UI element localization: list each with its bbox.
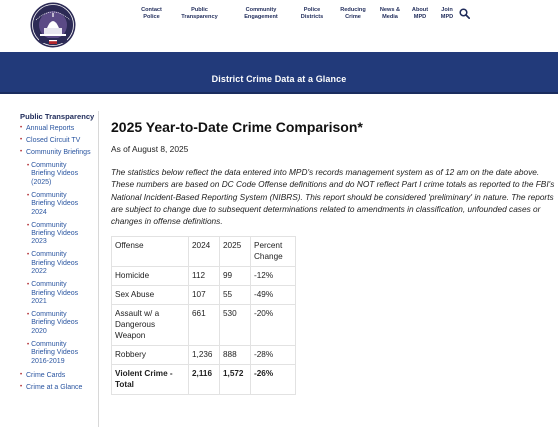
bullet-icon: • xyxy=(20,371,23,378)
sidebar-item-label: Crime at a Glance xyxy=(26,383,83,391)
bullet-icon: • xyxy=(20,383,23,390)
cell-2024: 2,116 xyxy=(189,365,220,395)
bullet-icon: • xyxy=(20,149,23,155)
bullet-icon: • xyxy=(27,163,30,169)
cell-offense: Assault w/ a Dangerous Weapon xyxy=(112,305,189,346)
sidebar-item-annual-reports[interactable] xyxy=(20,124,100,133)
cell-2024: 107 xyxy=(189,286,220,305)
bullet-icon: • xyxy=(20,137,23,143)
sidebar-item-crime-cards[interactable] xyxy=(20,371,100,380)
cell-change: -20% xyxy=(251,305,296,346)
sidebar-item-label: Closed Circuit TV xyxy=(26,137,81,144)
cell-2024: 112 xyxy=(189,267,220,286)
nav-join-mpd[interactable]: Join MPD xyxy=(440,7,454,20)
sidebar-item-crime-at-a-glance[interactable] xyxy=(20,383,100,392)
bullet-icon: • xyxy=(27,192,30,199)
banner-title: District Crime Data at a Glance xyxy=(211,74,347,84)
table-row-total xyxy=(112,365,296,395)
cell-2025: 530 xyxy=(220,305,251,346)
cell-change: -49% xyxy=(251,286,296,305)
nav-contact-police[interactable]: Contact Police xyxy=(141,7,162,20)
nav-community-engagement[interactable]: Community Engagement xyxy=(244,7,278,20)
cell-change: -26% xyxy=(251,365,296,395)
cell-offense: Robbery xyxy=(112,346,189,365)
sidebar-item-label: Community Briefing Videos 2016-2019 xyxy=(31,340,79,365)
sidebar-item-label: Annual Reports xyxy=(26,125,75,132)
sidebar xyxy=(20,112,100,395)
cell-offense: Sex Abuse xyxy=(112,286,189,305)
search-icon[interactable] xyxy=(459,8,470,19)
cell-2024: 661 xyxy=(189,305,220,346)
site-header xyxy=(0,0,558,52)
bullet-icon: • xyxy=(27,312,30,319)
cell-2025: 99 xyxy=(220,267,251,286)
sidebar-item-label: Community Briefings xyxy=(26,149,91,156)
as-of-date: As of August 8, 2025 xyxy=(111,144,189,154)
main-content xyxy=(111,119,555,395)
cell-2024: 1,236 xyxy=(189,346,220,365)
sidebar-item-label: Community Briefing Videos (2025) xyxy=(31,162,79,186)
mpd-badge-logo[interactable] xyxy=(30,2,76,50)
table-row xyxy=(112,305,296,346)
cell-2025: 55 xyxy=(220,286,251,305)
sidebar-title[interactable]: Public Transparency xyxy=(20,112,95,121)
cell-change: -12% xyxy=(251,267,296,286)
header-offense: Offense xyxy=(112,237,189,267)
header-2024: 2024 xyxy=(189,237,220,267)
sidebar-item-briefing-2023[interactable] xyxy=(27,222,87,247)
bullet-icon: • xyxy=(27,341,30,348)
sidebar-item-label: Community Briefing Videos 2023 xyxy=(31,221,79,246)
main-nav xyxy=(138,7,457,21)
nav-about-mpd[interactable]: About MPD xyxy=(411,7,429,20)
table-row xyxy=(112,267,296,286)
sidebar-item-community-briefings[interactable] xyxy=(20,148,100,157)
bullet-icon: • xyxy=(27,222,30,229)
sidebar-item-briefing-2022[interactable] xyxy=(27,251,87,276)
nav-news-media[interactable]: News & Media xyxy=(379,7,401,20)
nav-reducing-crime[interactable]: Reducing Crime xyxy=(340,7,366,20)
sidebar-item-label: Community Briefing Videos 2022 xyxy=(31,251,79,276)
intro-paragraph: The statistics below reflect the data entered into MPD's records management system as of 12 am on the date above. These numbers are based on DC Code Offense definitions and do NOT reflect Part I crime totals as reported to the FBI's National Incident-Based Reporting System (NIBRS). This report should be considered 'preliminary' in nature. The reports are subject to change due to subsequent determinations related to amendments in classification, unfounded cases or changes in offense definitions. xyxy=(111,167,555,227)
cell-offense: Homicide xyxy=(112,267,189,286)
sidebar-item-briefing-2016-2019[interactable] xyxy=(27,341,87,366)
cell-change: -28% xyxy=(251,346,296,365)
sidebar-sublist xyxy=(20,162,100,366)
bullet-icon: • xyxy=(27,282,30,289)
table-row xyxy=(112,346,296,365)
bullet-icon: • xyxy=(27,252,30,259)
nav-public-transparency[interactable]: Public Transparency xyxy=(181,7,218,20)
table-row xyxy=(112,286,296,305)
page-banner xyxy=(0,52,558,94)
sidebar-item-closed-circuit-tv[interactable] xyxy=(20,136,100,145)
header-2025: 2025 xyxy=(220,237,251,267)
sidebar-item-label: Community Briefing Videos 2021 xyxy=(31,281,79,306)
cell-offense: Violent Crime - Total xyxy=(112,365,189,395)
sidebar-divider xyxy=(98,111,99,427)
sidebar-item-briefing-2020[interactable] xyxy=(27,311,87,336)
nav-police-districts[interactable]: Police Districts xyxy=(300,7,324,20)
sidebar-item-briefing-2021[interactable] xyxy=(27,281,87,306)
sidebar-item-briefing-2025[interactable] xyxy=(27,162,87,187)
table-header-row xyxy=(112,237,296,267)
sidebar-item-briefing-2024[interactable] xyxy=(27,192,87,217)
sidebar-item-label: Community Briefing Videos 2020 xyxy=(31,311,79,335)
crime-comparison-table xyxy=(111,236,296,395)
sidebar-item-label: Crime Cards xyxy=(26,371,66,379)
header-percent-change: Percent Change xyxy=(251,237,296,267)
cell-2025: 1,572 xyxy=(220,365,251,395)
bullet-icon: • xyxy=(20,125,23,131)
page-title: 2025 Year-to-Date Crime Comparison* xyxy=(111,119,363,135)
sidebar-item-label: Community Briefing Videos 2024 xyxy=(31,191,79,216)
cell-2025: 888 xyxy=(220,346,251,365)
